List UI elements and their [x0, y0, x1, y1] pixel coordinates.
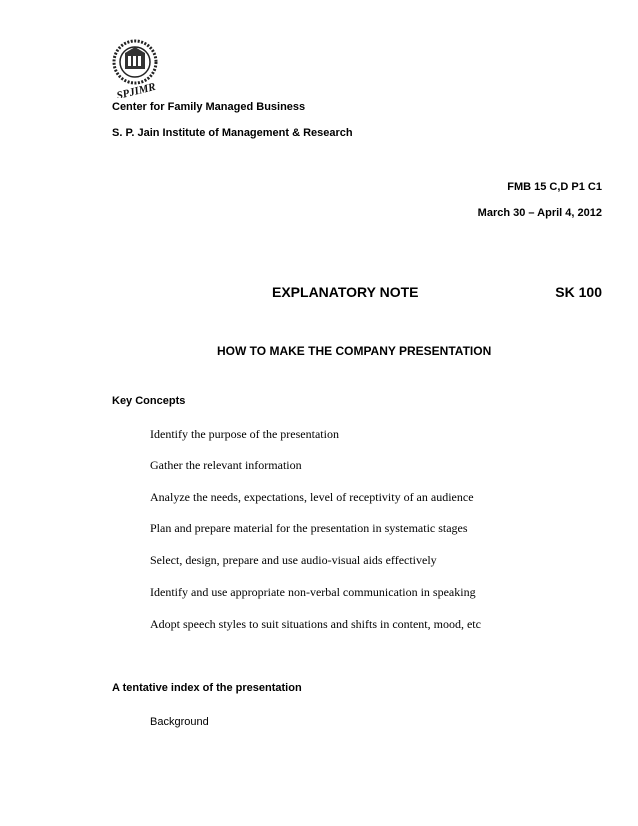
center-name: Center for Family Managed Business	[112, 101, 306, 113]
spjimr-logo	[108, 38, 170, 98]
course-code: FMB 15 C,D P1 C1	[507, 181, 602, 193]
course-dates: March 30 – April 4, 2012	[477, 207, 602, 219]
list-item: Adopt speech styles to suit situations and shifts in content, mood, etc	[150, 617, 481, 631]
key-concepts-heading: Key Concepts	[112, 395, 186, 407]
list-item: Select, design, prepare and use audio-visual aids effectively	[150, 553, 437, 567]
list-item: Plan and prepare material for the presentation in systematic stages	[150, 521, 468, 535]
logo-text: SPJIMR	[115, 80, 157, 98]
list-item: Gather the relevant information	[150, 458, 302, 472]
list-item: Analyze the needs, expectations, level of receptivity of an audience	[150, 490, 474, 504]
list-item: Identify the purpose of the presentation	[150, 427, 339, 441]
list-item: Identify and use appropriate non-verbal communication in speaking	[150, 585, 476, 599]
index-heading: A tentative index of the presentation	[112, 682, 302, 694]
subtitle: HOW TO MAKE THE COMPANY PRESENTATION	[217, 344, 492, 358]
institute-name: S. P. Jain Institute of Management & Research	[112, 127, 353, 139]
page-title: EXPLANATORY NOTE	[272, 284, 419, 300]
index-item: Background	[150, 716, 209, 728]
document-code: SK 100	[555, 284, 602, 300]
